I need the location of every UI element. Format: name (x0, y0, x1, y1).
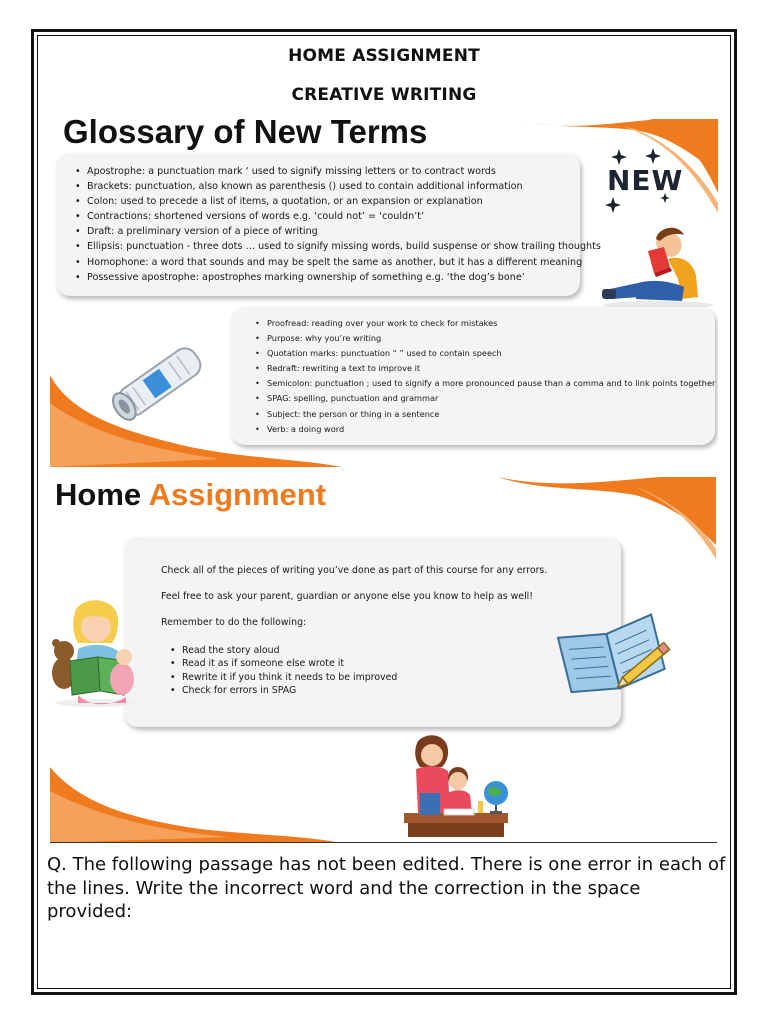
girl-reading-illustration (50, 599, 140, 709)
glossary-card-2 (231, 307, 715, 445)
list-item: • Purpose: why you’re writing (255, 331, 715, 346)
list-item: • Rewrite it if you think it needs to be improved (170, 671, 397, 684)
list-item: • Semicolon: punctuation ; used to signify a more pronounced pause than a comma and to link points together (255, 376, 715, 391)
list-item: • Redraft: rewriting a text to improve it (255, 361, 715, 376)
assignment-paragraph: Feel free to ask your parent, guardian or anyone else you know to help as well! (161, 591, 534, 602)
section-divider (50, 842, 717, 843)
assignment-card (124, 537, 621, 727)
list-item: • Apostrophe: a punctuation mark ‘ used to signify missing letters or to contract words (75, 164, 601, 179)
list-item: • Contractions: shortened versions of words e.g. ‘could not’ = ‘couldn’t’ (75, 209, 601, 224)
newspaper-icon (104, 331, 214, 431)
question-text: Q. The following passage has not been edited. There is one error in each of the lines. Write the incorrect word and the correction in the space provided: (47, 854, 726, 922)
glossary-list-1 (75, 164, 601, 285)
list-item: • Homophone: a word that sounds and may be spelt the same as another, but it has a different meaning (75, 255, 601, 270)
title-word-assignment: Assignment (148, 477, 327, 512)
list-item: • SPAG: spelling, punctuation and grammar (255, 391, 715, 406)
assignment-paragraph: Check all of the pieces of writing you’ve done as part of this course for any errors. (161, 565, 548, 576)
new-badge: NEW (607, 164, 684, 197)
list-item: • Ellipsis: punctuation - three dots … used to signify missing words, build suspense or show trailing thoughts (75, 239, 601, 254)
home-assignment-title (55, 477, 326, 513)
glossary-section (50, 113, 718, 467)
list-item: • Read it as if someone else wrote it (170, 657, 397, 670)
list-item: • Colon: used to precede a list of items, a quotation, or an expansion or explanation (75, 194, 601, 209)
list-item: • Brackets: punctuation, also known as parenthesis () used to contain additional information (75, 179, 601, 194)
document-subtitle: CREATIVE WRITING (291, 85, 477, 105)
list-item: • Draft: a preliminary version of a piece of writing (75, 224, 601, 239)
boy-reading-illustration (598, 221, 718, 311)
assignment-steps-list (170, 644, 397, 697)
assignment-paragraph: Remember to do the following: (161, 617, 307, 628)
list-item: • Proofread: reading over your work to check for mistakes (255, 316, 715, 331)
list-item: • Verb: a doing word (255, 422, 715, 437)
glossary-list-2 (255, 316, 715, 437)
document-title: HOME ASSIGNMENT (288, 46, 480, 66)
notebook-pencil-icon (558, 611, 678, 701)
glossary-card-1 (56, 153, 601, 296)
list-item: • Check for errors in SPAG (170, 684, 397, 697)
mother-child-study-illustration (396, 731, 516, 841)
home-assignment-section (50, 473, 718, 843)
list-item: • Possessive apostrophe: apostrophes marking ownership of something e.g. ‘the dog’s bone’ (75, 270, 601, 285)
title-word-home: Home (55, 477, 142, 512)
glossary-title: Glossary of New Terms (63, 113, 428, 150)
list-item: • Subject: the person or thing in a sentence (255, 407, 715, 422)
list-item: • Read the story aloud (170, 644, 397, 657)
list-item: • Quotation marks: punctuation “ ” used to contain speech (255, 346, 715, 361)
